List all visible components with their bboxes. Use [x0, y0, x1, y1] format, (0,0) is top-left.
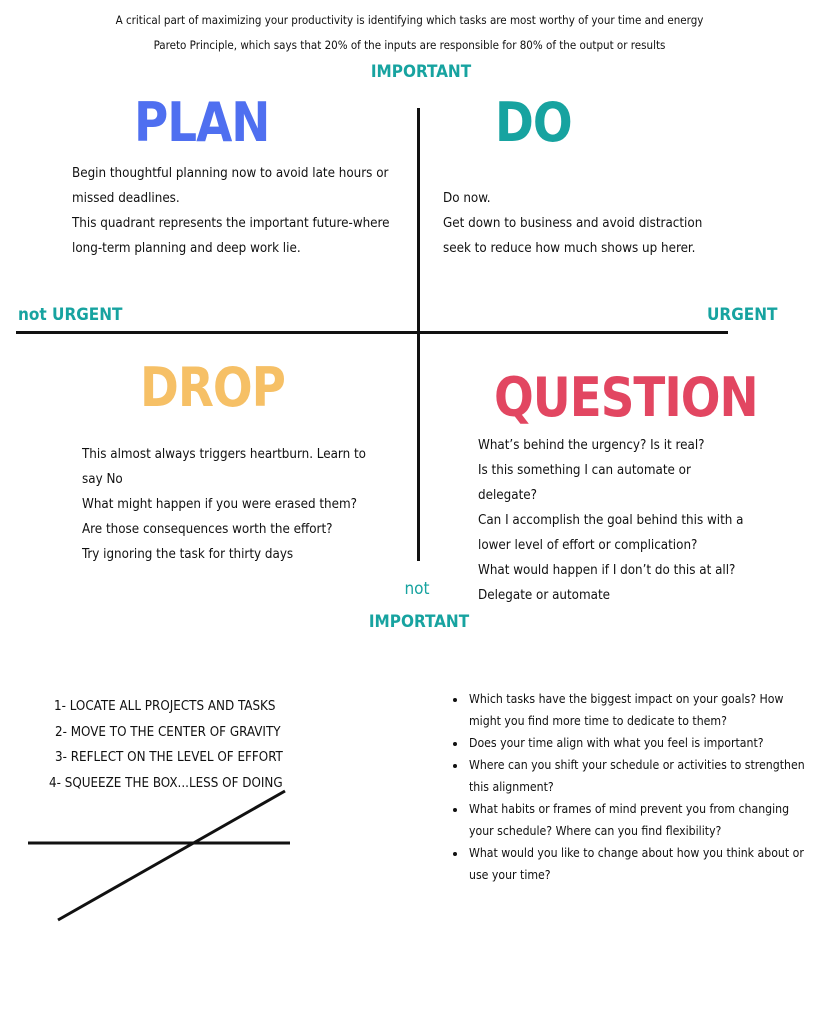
plan-description	[72, 161, 390, 261]
plan-line: long-term planning and deep work lie.	[72, 241, 301, 256]
axis-label-urgent: URGENT	[707, 305, 778, 325]
axis-label-not-important: IMPORTANT	[368, 612, 470, 632]
do-description	[443, 186, 702, 261]
step-item: 4- SQUEEZE THE BOX...LESS OF DOING	[49, 775, 283, 791]
question-item: • What would you like to change about how you think about or use your time?	[467, 842, 813, 886]
intro-line-2: Pareto Principle, which says that 20% of the inputs are responsible for 80% of the output or results	[153, 38, 666, 52]
plan-line: Begin thoughtful planning now to avoid late hours or	[72, 166, 389, 181]
plan-line: missed deadlines.	[72, 191, 180, 206]
do-title: DO	[495, 91, 572, 155]
drop-line: What might happen if you were erased them?	[82, 497, 357, 512]
vertical-axis-line	[417, 108, 420, 561]
drop-line: Try ignoring the task for thirty days	[82, 547, 294, 562]
axis-label-important: IMPORTANT	[370, 62, 472, 82]
question-item: • Which tasks have the biggest impact on your goals? How might you find more time to dedicate to them?	[467, 688, 813, 732]
question-line: Delegate or automate	[478, 588, 611, 603]
intro-line-1: A critical part of maximizing your productivity is identifying which tasks are most worthy of your time and energy	[115, 13, 704, 27]
plan-title: PLAN	[134, 91, 270, 155]
question-description	[478, 433, 743, 608]
crossed-lines-sketch	[0, 780, 300, 930]
step-item: 1- LOCATE ALL PROJECTS AND TASKS	[54, 699, 276, 714]
question-line: What’s behind the urgency? Is it real?	[478, 438, 705, 453]
drop-description	[82, 442, 366, 567]
question-line: What would happen if I don’t do this at all?	[478, 563, 736, 578]
step-item: 3- REFLECT ON THE LEVEL OF EFFORT	[55, 750, 283, 765]
do-line: Do now.	[443, 191, 491, 206]
question-item: • Where can you shift your schedule or activities to strengthen this alignment?	[467, 754, 813, 798]
drop-title: DROP	[140, 356, 285, 420]
question-item: • What habits or frames of mind prevent you from changing your schedule? Where can you find flexibility?	[467, 798, 813, 842]
horizontal-axis-line	[16, 331, 728, 334]
do-line: Get down to business and avoid distraction	[443, 216, 703, 231]
axis-label-not-urgent: not URGENT	[18, 305, 123, 325]
question-line: delegate?	[478, 488, 537, 503]
diagonal-stroke	[58, 791, 285, 920]
do-line: seek to reduce how much shows up herer.	[443, 241, 696, 256]
drop-line: This almost always triggers heartburn. Learn to	[82, 447, 366, 462]
drop-line: Are those consequences worth the effort?	[82, 522, 333, 537]
question-item: • Does your time align with what you feel is important?	[467, 732, 813, 754]
drop-line: say No	[82, 472, 123, 487]
question-line: Can I accomplish the goal behind this with a	[478, 513, 744, 528]
question-line: lower level of effort or complication?	[478, 538, 698, 553]
plan-line: This quadrant represents the important future-where	[72, 216, 390, 231]
axis-label-not: not	[404, 579, 430, 599]
question-title: QUESTION	[494, 366, 758, 430]
question-line: Is this something I can automate or	[478, 463, 691, 478]
step-item: 2- MOVE TO THE CENTER OF GRAVITY	[55, 724, 281, 740]
reflection-questions	[443, 688, 813, 886]
